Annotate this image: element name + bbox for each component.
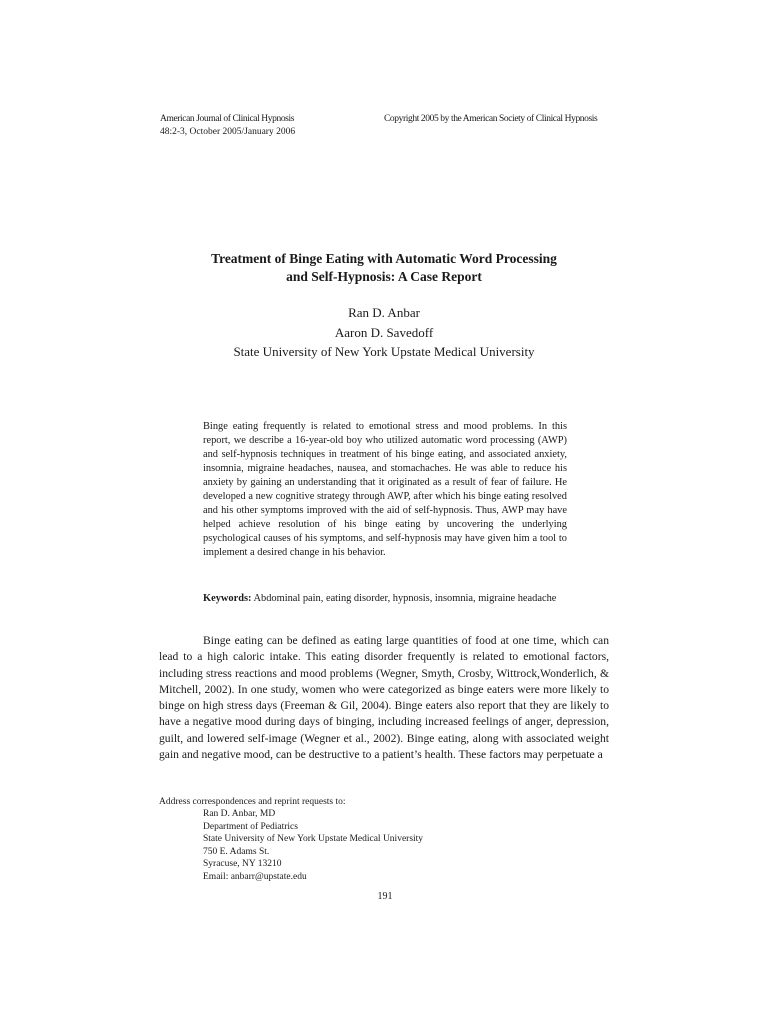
- title-line-1: Treatment of Binge Eating with Automatic Word Processing: [211, 251, 557, 266]
- address-line: Department of Pediatrics: [203, 821, 298, 832]
- journal-header: [160, 113, 295, 139]
- keywords-text: Abdominal pain, eating disorder, hypnosis, insomnia, migraine headache: [253, 593, 557, 604]
- author-block: [100, 303, 668, 362]
- correspondence-heading: Address correspondences and reprint requests to:: [159, 797, 346, 807]
- address-line: 750 E. Adams St.: [203, 846, 270, 857]
- correspondence-address: [203, 808, 423, 883]
- address-email: Email: anbarr@upstate.edu: [203, 871, 307, 882]
- author-1: Ran D. Anbar: [348, 305, 420, 320]
- keywords: [203, 592, 567, 606]
- address-line: Syracuse, NY 13210: [203, 859, 282, 869]
- address-line: Ran D. Anbar, MD: [203, 809, 276, 819]
- keywords-label: Keywords:: [203, 593, 252, 604]
- abstract: Binge eating frequently is related to emotional stress and mood problems. In this report, we describe a 16-year-old boy who utilized automatic word processing (AWP) and self-hypnosis techniques in treatment of his binge eating, and associated anxiety, insomnia, migraine headaches, nausea, and stomachaches. He was able to reduce his anxiety by gaining an understanding that it originated as a result of fear of failure. He developed a new cognitive strategy through AWP, after which his binge eating resolved and his other symptoms improved with the aid of self-hypnosis. Thus, AWP may have helped achieve resolution of his binge eating by uncovering the underlying psychological causes of his symptoms, and self-hypnosis may have given him a tool to implement a desired change in his behavior.: [203, 421, 567, 558]
- author-2: Aaron D. Savedoff: [334, 324, 434, 340]
- journal-issue: 48:2-3, October 2005/January 2006: [160, 127, 296, 137]
- body-paragraph: Binge eating can be defined as eating large quantities of food at one time, which can lead to a high caloric intake. This eating disorder frequently is related to emotional factors, including stress reactions and mood problems (Wegner, Smyth, Crosby, Wittrock,Wonderlich, & Mitchell, 2002). In one study, women who were categorized as binge eaters were more likely to binge on high stress days (Freeman & Gil, 2004). Binge eaters also report that they are likely to have a negative mood during days of binging, including increased feelings of anger, depression, guilt, and lowered self-image (Wegner et al., 2002). Binge eating, along with associated weight gain and negative mood, can be destructive to a patient’s health. These factors may perpetuate a: [159, 634, 609, 762]
- address-line: State University of New York Upstate Medical University: [203, 834, 424, 844]
- article-title: [120, 250, 648, 286]
- journal-name: American Journal of Clinical Hypnosis: [160, 114, 295, 124]
- page-number: 191: [377, 891, 393, 902]
- title-line-2: and Self-Hypnosis: A Case Report: [286, 269, 482, 284]
- affiliation: State University of New York Upstate Medical University: [233, 344, 535, 359]
- copyright-notice: Copyright 2005 by the American Society of Clinical Hypnosis: [384, 114, 598, 124]
